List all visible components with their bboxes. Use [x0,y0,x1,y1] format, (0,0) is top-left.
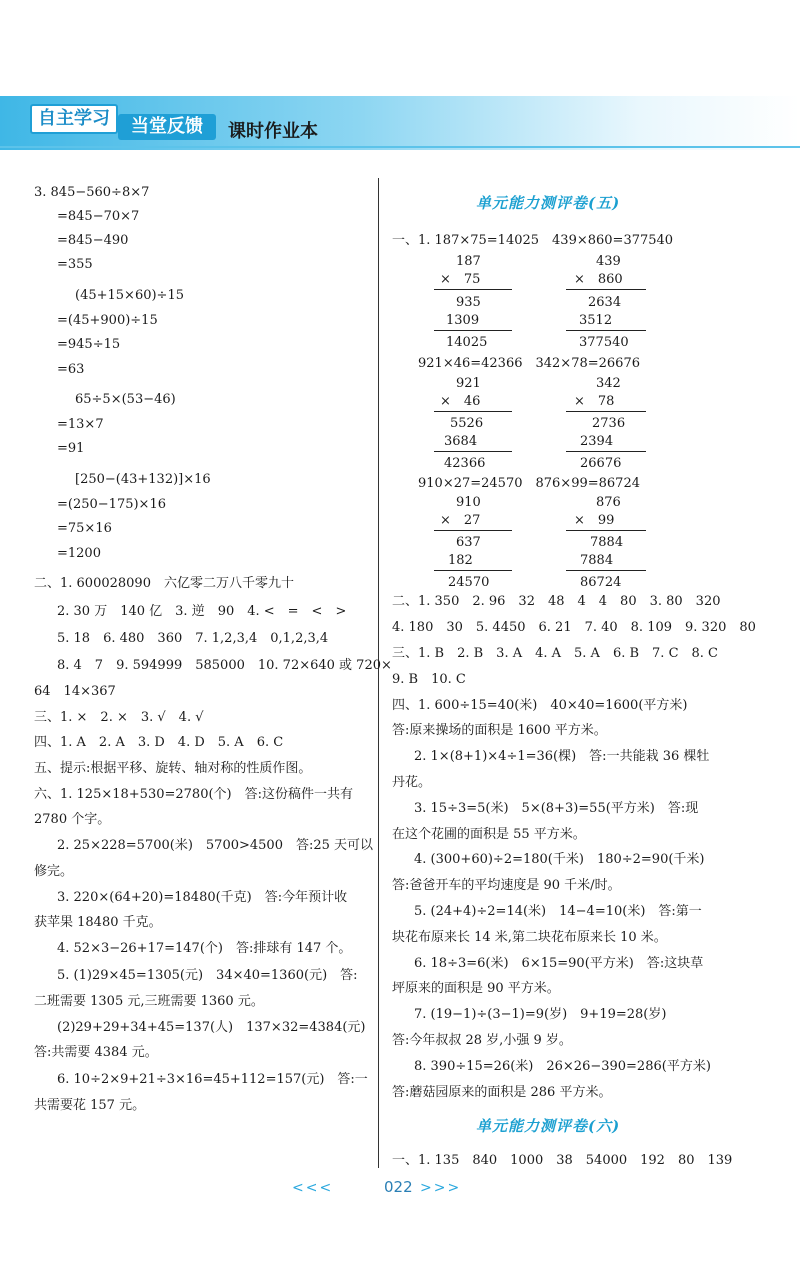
calc-operand: × 860 [574,272,623,287]
answer-line: =1200 [57,546,101,561]
page-right-arrows: >>> [420,1180,462,1196]
answer-line: 910×27=24570 876×99=86724 [418,476,640,491]
calc-partial: 7884 [580,553,614,568]
answer-line: =945÷15 [57,337,121,352]
calc-partial: 182 [448,553,473,568]
calc-operand: × 46 [440,394,481,409]
answer-line: 2. 25×228=5700(米) 5700>4500 答:25 天可以 [57,838,374,853]
calc-rule [566,289,646,290]
answer-line: 921×46=42366 342×78=26676 [418,356,640,371]
answer-line: 答:原来操场的面积是 1600 平方米。 [392,723,607,738]
answer-line: 答:蘑菇园原来的面积是 286 平方米。 [392,1085,612,1100]
answer-line: =91 [57,441,85,456]
calc-partial: 7884 [590,535,624,550]
answer-line: 6. 18÷3=6(米) 6×15=90(平方米) 答:这块草 [414,956,704,971]
answer-line: =75×16 [57,521,112,536]
answer-line: (2)29+29+34+45=137(人) 137×32=4384(元) [57,1020,366,1035]
answer-line: 5. 18 6. 480 360 7. 1,2,3,4 0,1,2,3,4 [57,631,329,646]
calc-rule [566,451,646,452]
calc-partial: 1309 [446,313,480,328]
calc-rule [566,570,646,571]
answer-line: 3. 220×(64+20)=18480(千克) 答:今年预计收 [57,890,348,905]
calc-operand: × 78 [574,394,615,409]
answer-line: [250−(43+132)]×16 [75,472,211,487]
answer-line: 答:今年叔叔 28 岁,小强 9 岁。 [392,1033,572,1048]
answer-line: 2. 30 万 140 亿 3. 逆 90 4. < = < > [57,604,347,619]
calc-operand: × 99 [574,513,615,528]
calc-rule [434,570,512,571]
answer-line: (45+15×60)÷15 [75,288,184,303]
answer-line: 答:共需要 4384 元。 [34,1045,158,1060]
calc-partial: 2736 [592,416,626,431]
answer-line: 三、1. B 2. B 3. A 4. A 5. A 6. B 7. C 8. C [392,646,719,661]
page-number: 022 [384,1178,413,1196]
answer-line: 三、1. × 2. × 3. √ 4. √ [34,710,204,725]
answer-line: 块花布原来长 14 米,第二块花布原来长 10 米。 [392,930,667,945]
answer-line: 2780 个字。 [34,812,111,827]
calc-result: 86724 [580,575,622,590]
header-tag-feedback: 当堂反馈 [118,114,216,140]
calc-rule [434,330,512,331]
calc-partial: 3684 [444,434,478,449]
answer-line: 4. 180 30 5. 4450 6. 21 7. 40 8. 109 9. 320 80 [392,620,756,635]
answer-line: 5. (1)29×45=1305(元) 34×40=1360(元) 答: [57,968,358,983]
answer-line: 4. 52×3−26+17=147(个) 答:排球有 147 个。 [57,941,352,956]
answer-line: 答:爸爸开车的平均速度是 90 千米/时。 [392,878,621,893]
calc-result: 42366 [444,456,486,471]
answer-line: =(45+900)÷15 [57,313,158,328]
calc-operand: 187 [456,254,481,269]
header-tag-self-study: 自主学习 [30,104,118,134]
answer-line: =845−70×7 [57,209,140,224]
calc-operand: 910 [456,495,481,510]
calc-operand: × 75 [440,272,481,287]
answer-line: 丹花。 [392,775,432,790]
calc-rule [434,411,512,412]
answer-line: 二、1. 600028090 六亿零二万八千零九十 [34,576,294,591]
calc-rule [566,330,646,331]
calc-rule [434,289,512,290]
calc-operand: 876 [596,495,621,510]
answer-line: 二、1. 350 2. 96 32 48 4 4 80 3. 80 320 [392,594,721,609]
calc-partial: 2394 [580,434,614,449]
answer-line: 6. 10÷2×9+21÷3×16=45+112=157(元) 答:一 [57,1072,368,1087]
page-left-arrows: <<< [292,1180,334,1196]
answer-line: 3. 845−560÷8×7 [34,185,150,200]
calc-result: 377540 [579,335,629,350]
calc-rule [566,411,646,412]
answer-line: 65÷5×(53−46) [75,392,176,407]
answer-line: 64 14×367 [34,684,116,699]
calc-partial: 637 [456,535,481,550]
calc-operand: 439 [596,254,621,269]
calc-rule [434,530,512,531]
answer-line: 5. (24+4)÷2=14(米) 14−4=10(米) 答:第一 [414,904,702,919]
answer-line: 六、1. 125×18+530=2780(个) 答:这份稿件一共有 [34,787,353,802]
answer-line: 一、1. 135 840 1000 38 54000 192 80 139 [392,1153,733,1168]
answer-line: 2. 1×(8+1)×4÷1=36(棵) 答:一共能栽 36 棵牡 [414,749,710,764]
calc-operand: 342 [596,376,621,391]
calc-operand: 921 [456,376,481,391]
calc-result: 14025 [446,335,488,350]
answer-line: =(250−175)×16 [57,497,166,512]
answer-line: =355 [57,257,93,272]
calc-result: 26676 [580,456,622,471]
answer-line: 3. 15÷3=5(米) 5×(8+3)=55(平方米) 答:现 [414,801,699,816]
answer-line: 8. 4 7 9. 594999 585000 10. 72×640 或 720× [57,658,392,673]
answer-line: 二班需要 1305 元,三班需要 1360 元。 [34,994,264,1009]
section-title-unit5: 单元能力测评卷(五) [476,194,621,212]
answer-line: 共需要花 157 元。 [34,1098,146,1113]
calc-partial: 935 [456,295,481,310]
answer-line: =13×7 [57,417,104,432]
answer-line: 获苹果 18480 千克。 [34,915,162,930]
calc-partial: 2634 [588,295,622,310]
answer-line: 7. (19−1)÷(3−1)=9(岁) 9+19=28(岁) [414,1007,667,1022]
calc-partial: 5526 [450,416,484,431]
answer-line: 四、1. 600÷15=40(米) 40×40=1600(平方米) [392,698,688,713]
answer-line: 8. 390÷15=26(米) 26×26−390=286(平方米) [414,1059,711,1074]
answer-line: =63 [57,362,85,377]
answer-line: 修完。 [34,864,74,879]
calc-rule [566,530,646,531]
section-title-unit6: 单元能力测评卷(六) [476,1117,621,1135]
answer-line: =845−490 [57,233,129,248]
answer-line: 在这个花圃的面积是 55 平方米。 [392,827,586,842]
answer-line: 五、提示:根据平移、旋转、轴对称的性质作图。 [34,761,312,776]
calc-result: 24570 [448,575,490,590]
header-title: 课时作业本 [228,121,318,142]
answer-line: 四、1. A 2. A 3. D 4. D 5. A 6. C [34,735,284,750]
calc-partial: 3512 [579,313,613,328]
answer-line: 一、1. 187×75=14025 439×860=377540 [392,233,674,248]
answer-line: 坪原来的面积是 90 平方米。 [392,981,560,996]
calc-rule [434,451,512,452]
answer-line: 9. B 10. C [392,672,466,687]
answer-line: 4. (300+60)÷2=180(千米) 180÷2=90(千米) [414,852,705,867]
calc-operand: × 27 [440,513,481,528]
